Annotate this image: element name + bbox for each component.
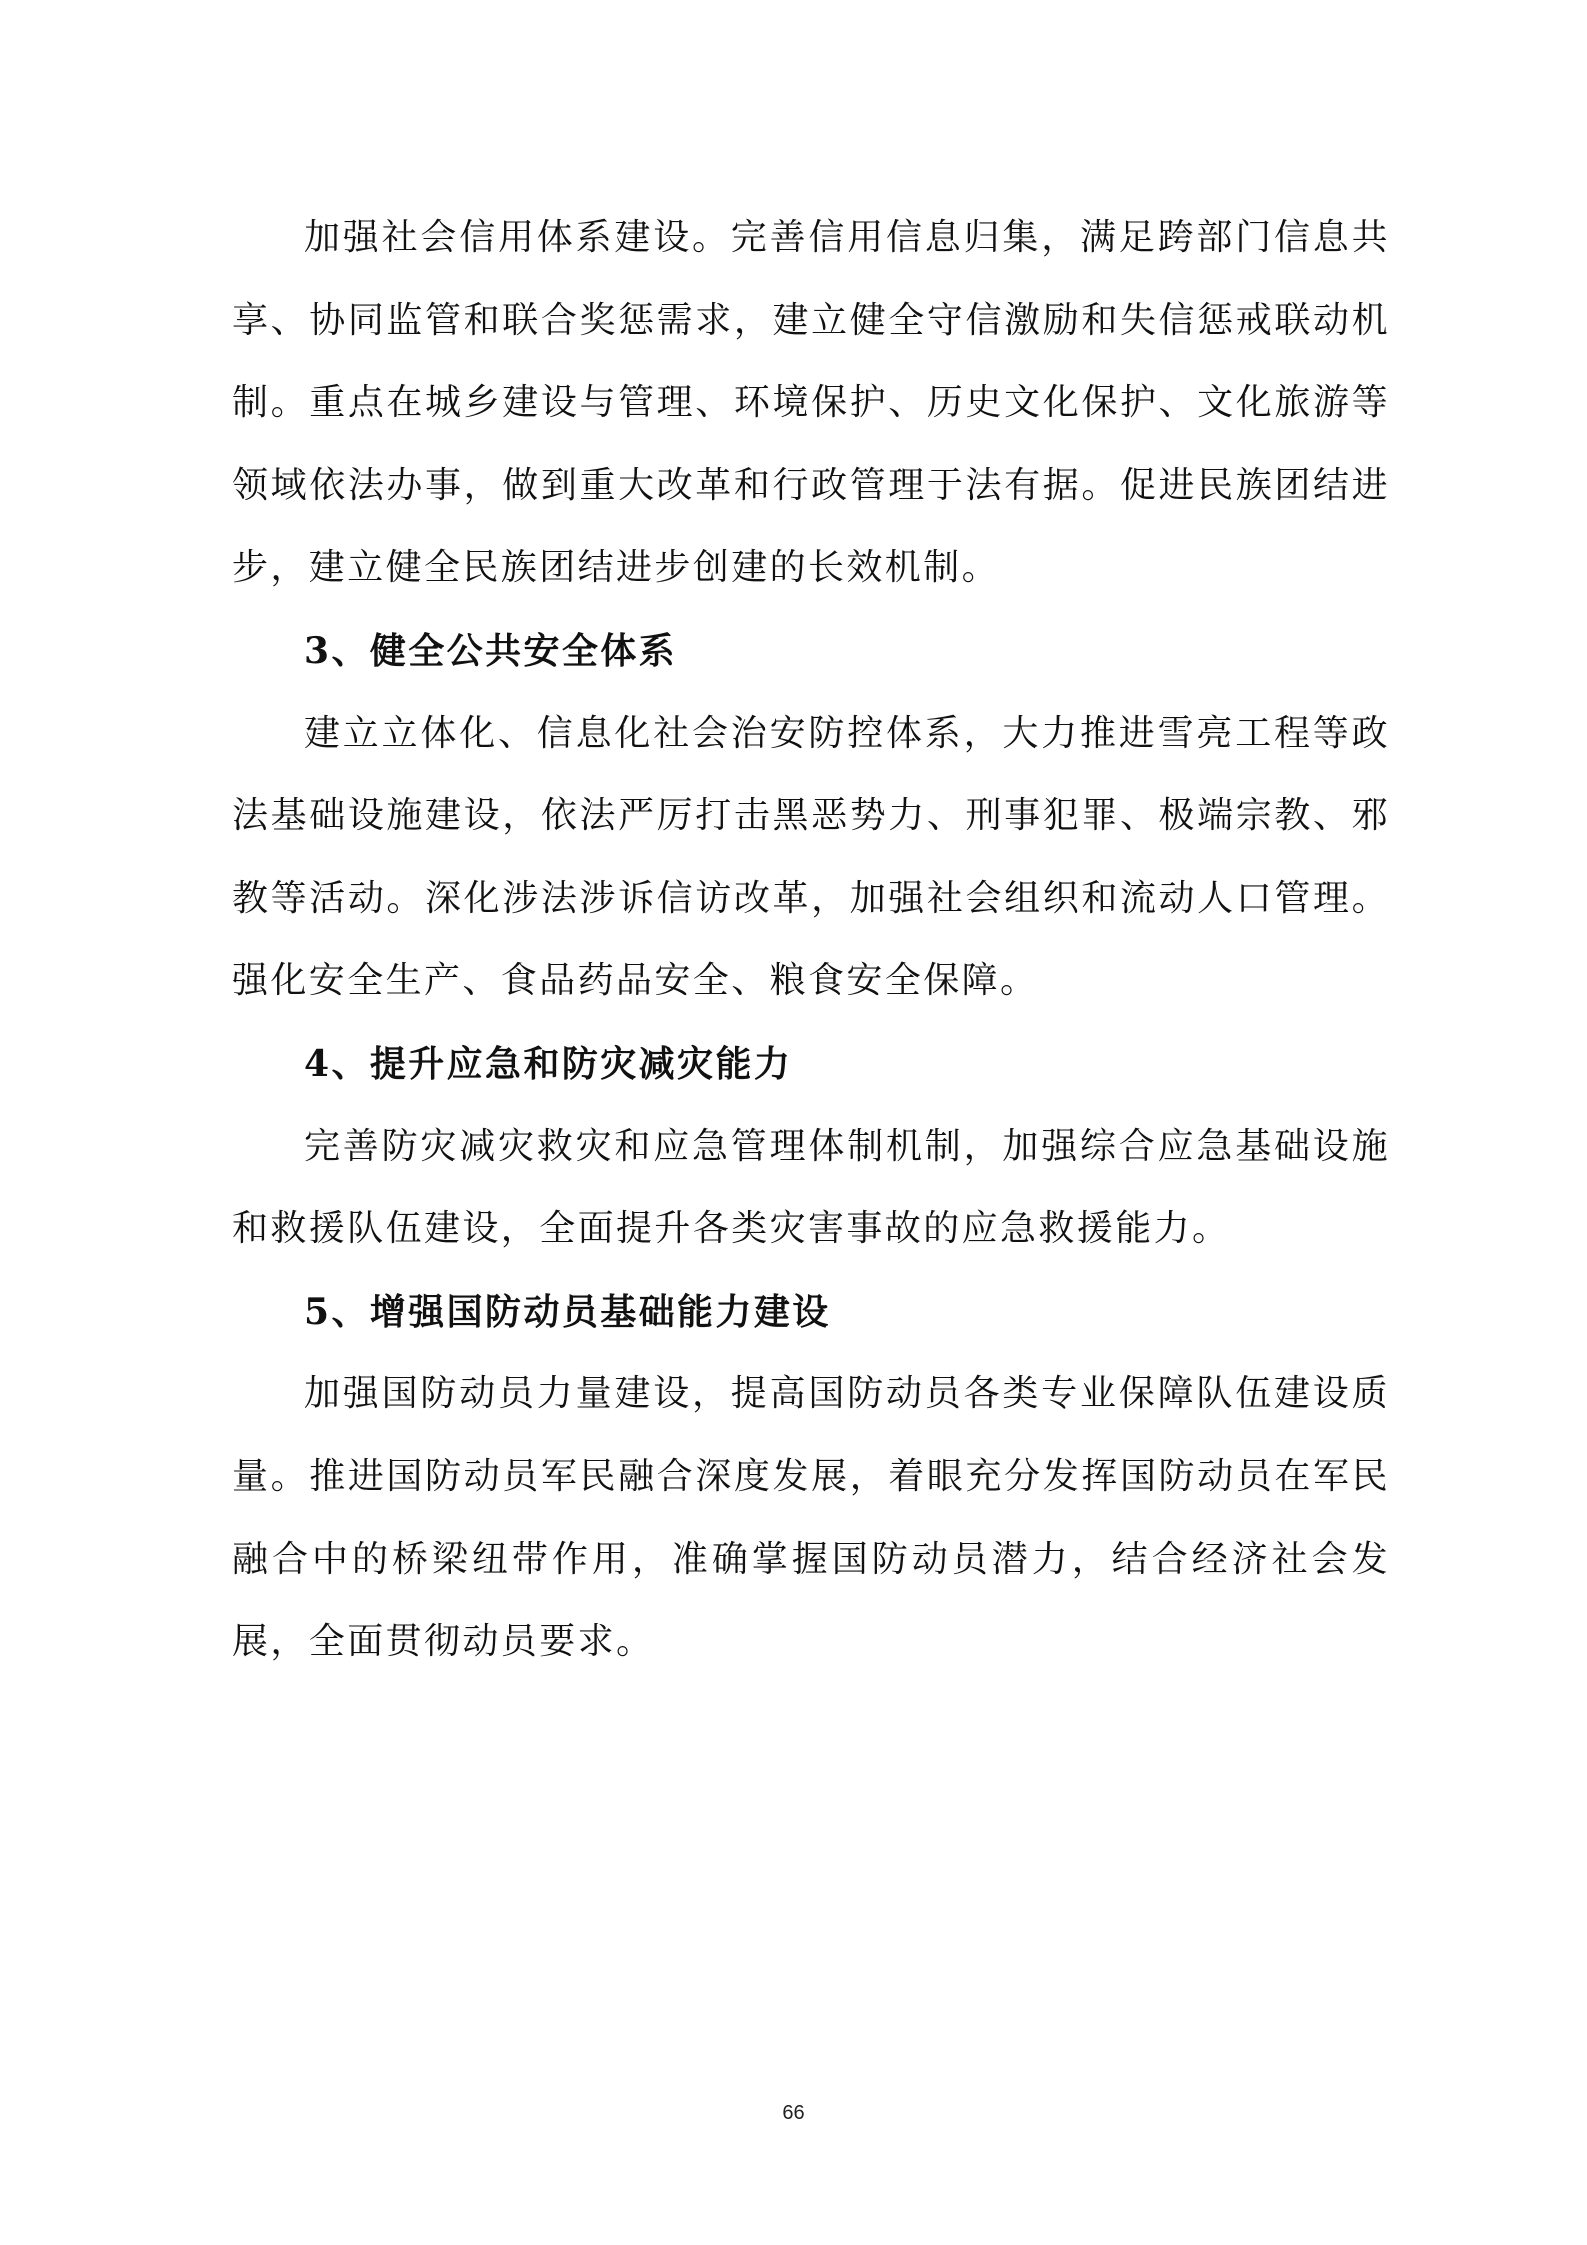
paragraph-public-safety: 建立立体化、信息化社会治安防控体系，大力推进雪亮工程等政法基础设施建设，依法严厉打击黑恶势力、刑事犯罪、极端宗教、邪教等活动。深化涉法涉诉信访改革，加强社会组织和流动人口管理。强化安全生产、食品药品安全、粮食安全保障。	[232, 712, 1390, 1002]
heading-national-defense: 5、增强国防动员基础能力建设	[304, 1290, 831, 1333]
paragraph-national-defense: 加强国防动员力量建设，提高国防动员各类专业保障队伍建设质量。推进国防动员军民融合深度发展，着眼充分发挥国防动员在军民融合中的桥梁纽带作用，准确掌握国防动员潜力，结合经济社会发展，全面贯彻动员要求。	[232, 1373, 1390, 1663]
heading-public-safety: 3、健全公共安全体系	[304, 629, 678, 672]
document-body	[232, 197, 1390, 1684]
page-number: 66	[782, 2102, 805, 2124]
paragraph-emergency-disaster: 完善防灾减灾救灾和应急管理体制机制，加强综合应急基础设施和救援队伍建设，全面提升各类灾害事故的应急救援能力。	[232, 1125, 1390, 1250]
paragraph-social-credit: 加强社会信用体系建设。完善信用信息归集，满足跨部门信息共享、协同监管和联合奖惩需求，建立健全守信激励和失信惩戒联动机制。重点在城乡建设与管理、环境保护、历史文化保护、文化旅游等领域依法办事，做到重大改革和行政管理于法有据。促进民族团结进步，建立健全民族团结进步创建的长效机制。	[232, 217, 1390, 589]
heading-emergency-disaster: 4、提升应急和防灾减灾能力	[304, 1042, 793, 1085]
